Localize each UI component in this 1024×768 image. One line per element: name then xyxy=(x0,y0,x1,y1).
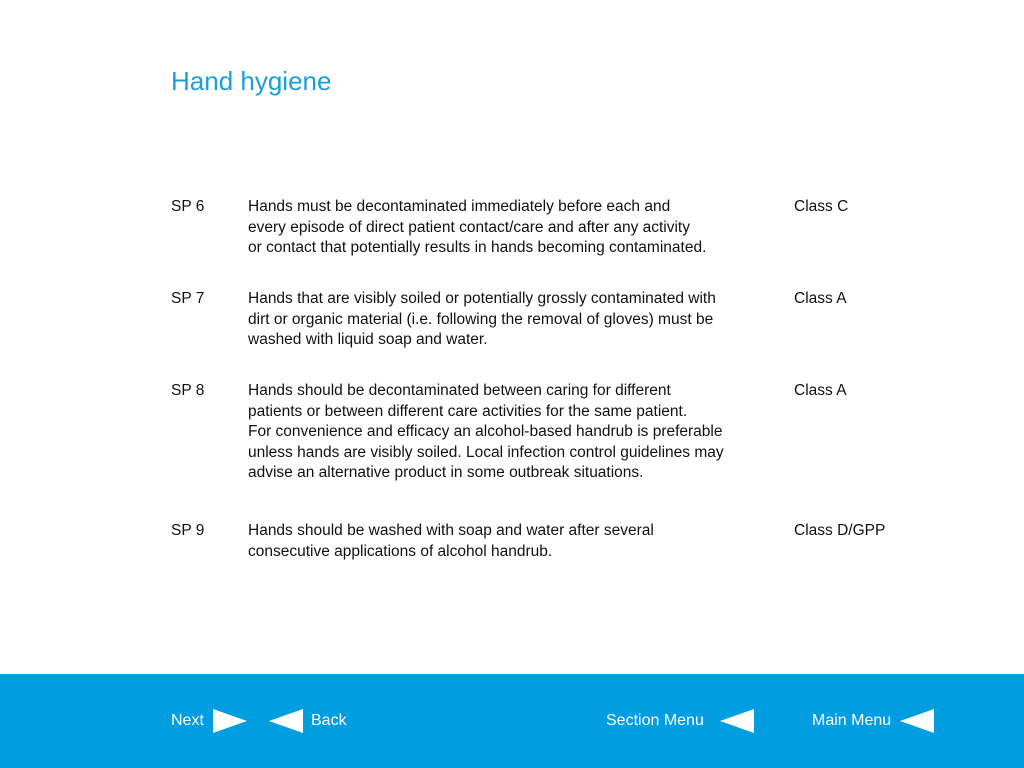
arrow-left-icon[interactable] xyxy=(269,709,303,733)
next-label: Next xyxy=(171,712,204,729)
arrow-left-icon[interactable] xyxy=(720,709,754,733)
recommendation-text-line: every episode of direct patient contact/care and after any activity xyxy=(248,218,690,236)
evidence-class: Class A xyxy=(794,382,847,399)
evidence-class: Class C xyxy=(794,198,849,215)
recommendation-code: SP 9 xyxy=(171,522,205,539)
recommendation-code: SP 6 xyxy=(171,198,205,215)
page-title: Hand hygiene xyxy=(171,66,332,96)
recommendation-text xyxy=(248,197,788,259)
back-button[interactable] xyxy=(269,674,347,768)
recommendation-text xyxy=(248,381,788,484)
main-menu-button[interactable] xyxy=(812,674,934,768)
arrow-right-icon[interactable] xyxy=(213,709,247,733)
recommendation-text-line: dirt or organic material (i.e. following the removal of gloves) must be xyxy=(248,310,714,328)
arrow-left-icon[interactable] xyxy=(900,709,934,733)
recommendation-text-line: advise an alternative product in some outbreak situations. xyxy=(248,464,644,481)
recommendation-text-line: washed with liquid soap and water. xyxy=(248,331,488,348)
recommendation-code: SP 8 xyxy=(171,382,205,399)
recommendation-text xyxy=(248,521,788,562)
recommendation-text-line: For convenience and efficacy an alcohol-based handrub is preferable xyxy=(248,423,723,440)
next-button[interactable] xyxy=(171,674,247,768)
recommendation-text-line: Hands should be decontaminated between caring for different xyxy=(248,382,671,399)
recommendation-text-line: unless hands are visibly soiled. Local infection control guidelines may xyxy=(248,443,724,461)
recommendation-code: SP 7 xyxy=(171,290,205,307)
recommendation-text-line: Hands should be washed with soap and water after several xyxy=(248,522,654,539)
evidence-class: Class D/GPP xyxy=(794,522,886,539)
recommendation-text-line: Hands that are visibly soiled or potentially grossly contaminated with xyxy=(248,290,716,307)
evidence-class: Class A xyxy=(794,290,847,307)
back-label: Back xyxy=(311,712,347,729)
section-menu-label: Section Menu xyxy=(606,712,704,729)
main-menu-label: Main Menu xyxy=(812,712,892,729)
recommendation-text-line: patients or between different care activities for the same patient. xyxy=(248,402,688,420)
recommendation-text-line: consecutive applications of alcohol handrub. xyxy=(248,542,553,560)
recommendation-text-line: or contact that potentially results in hands becoming contaminated. xyxy=(248,239,707,256)
footer-nav-bar xyxy=(0,674,1024,768)
recommendation-text-line: Hands must be decontaminated immediately before each and xyxy=(248,198,671,215)
section-menu-button[interactable] xyxy=(606,674,754,768)
recommendation-text xyxy=(248,289,788,351)
